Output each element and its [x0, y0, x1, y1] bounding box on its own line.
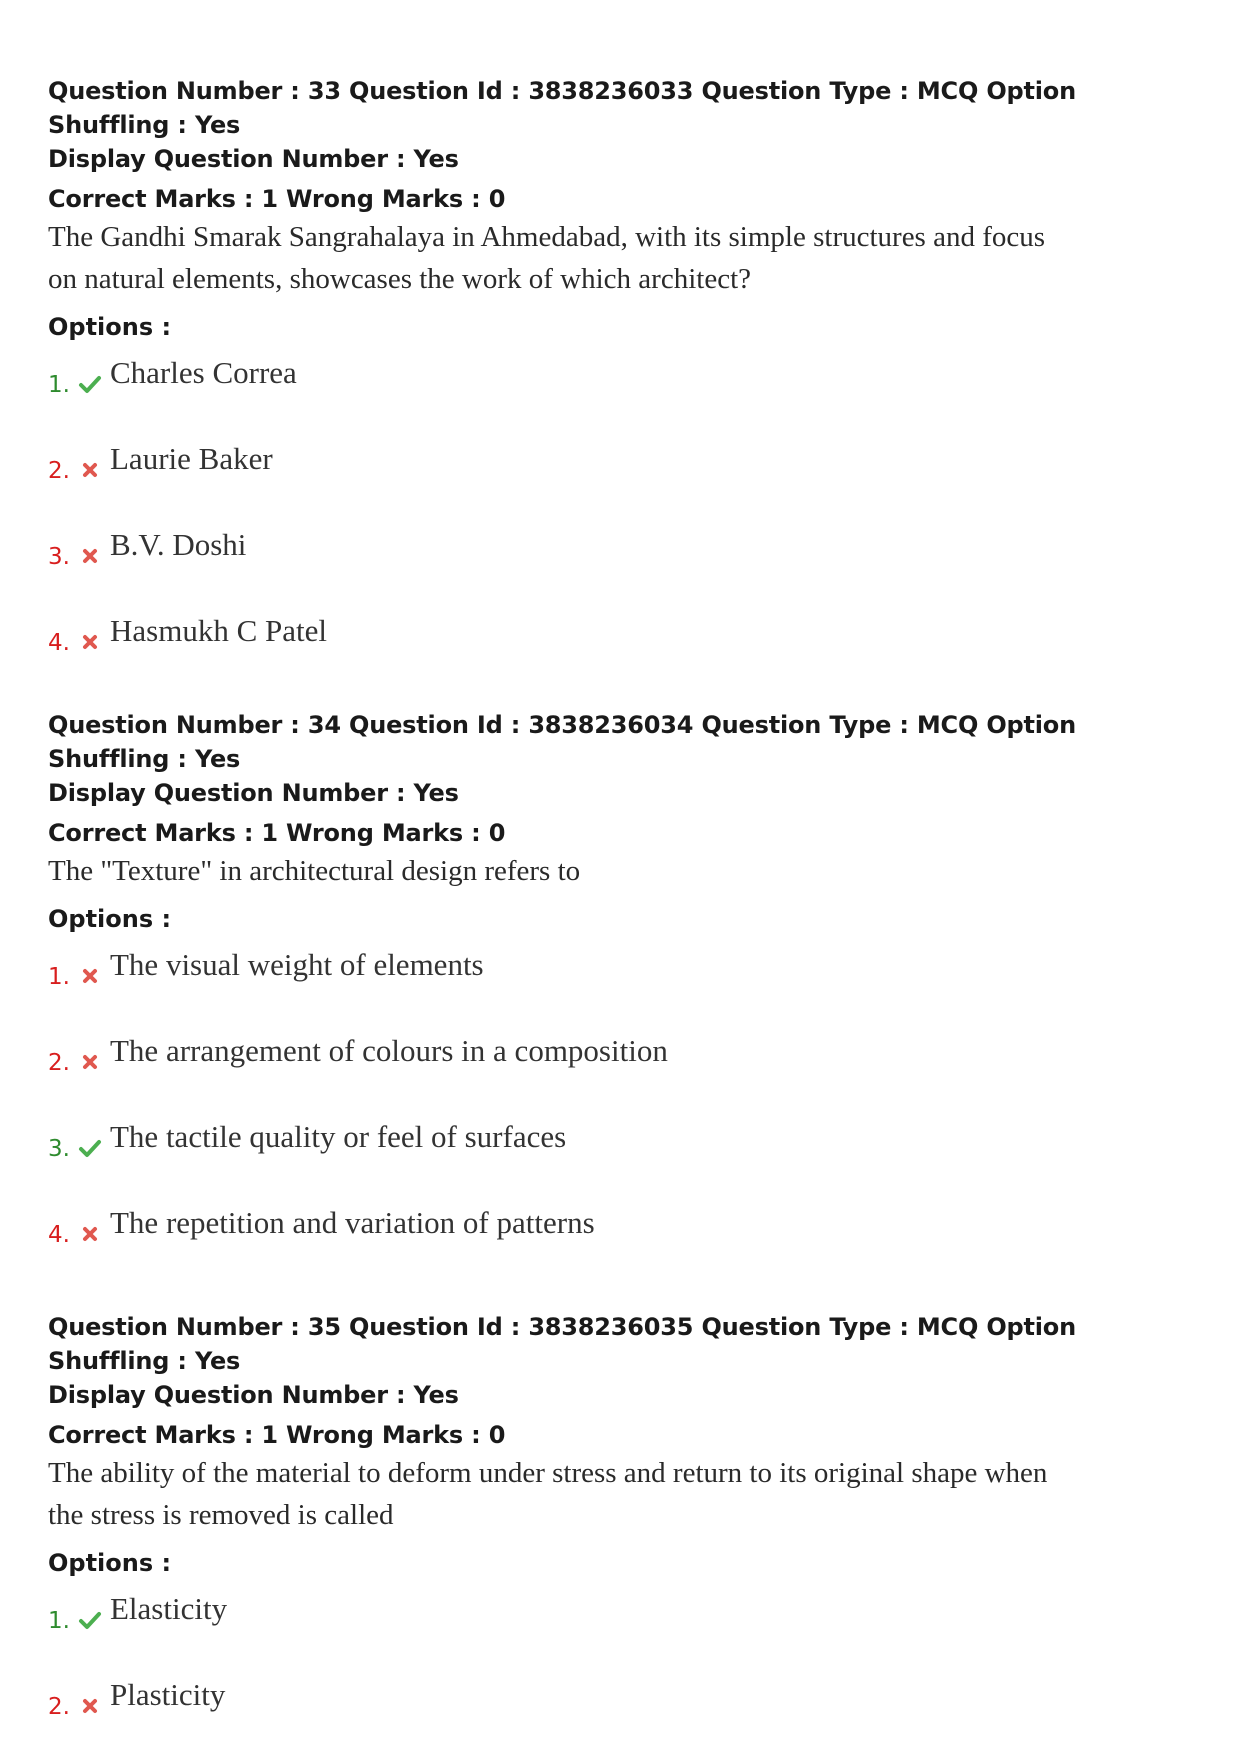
option-item [48, 1588, 1198, 1674]
options-label: Options : [48, 313, 172, 341]
option-item [48, 1116, 1198, 1202]
question-meta-line: Question Number : 34 Question Id : 3838236034 Question Type : MCQ Option Shuffling : Yes [48, 711, 1076, 773]
question-text [48, 850, 1198, 892]
option-item [48, 524, 1198, 610]
option-text: Elasticity [110, 1591, 228, 1626]
question-marks: Correct Marks : 1 Wrong Marks : 0 [48, 819, 506, 847]
option-item [48, 610, 1198, 696]
option-number: 3. [48, 544, 70, 570]
option-item [48, 1202, 1198, 1288]
cross-icon [78, 1694, 102, 1718]
options-list [48, 352, 1198, 696]
question-meta-line: Question Number : 35 Question Id : 3838236035 Question Type : MCQ Option Shuffling : Yes [48, 1313, 1076, 1375]
display-question-number-line: Display Question Number : Yes [48, 145, 459, 173]
option-number: 1. [48, 964, 70, 990]
cross-icon [78, 544, 102, 568]
option-item [48, 1674, 1198, 1760]
option-text: The tactile quality or feel of surfaces [110, 1119, 567, 1154]
question-header [48, 708, 1198, 810]
option-item [48, 1030, 1198, 1116]
question-text-line: The ability of the material to deform under stress and return to its original shape when [48, 1457, 1048, 1489]
check-icon [78, 1608, 102, 1632]
cross-icon [78, 1222, 102, 1246]
options-list [48, 1588, 1198, 1760]
options-label: Options : [48, 905, 172, 933]
option-item [48, 944, 1198, 1030]
option-number: 1. [48, 372, 70, 398]
cross-icon [78, 1050, 102, 1074]
option-item [48, 438, 1198, 524]
cross-icon [78, 458, 102, 482]
option-text: Hasmukh C Patel [110, 613, 327, 648]
option-number: 4. [48, 1222, 70, 1248]
cross-icon [78, 630, 102, 654]
question-block-33 [48, 74, 1198, 696]
question-marks: Correct Marks : 1 Wrong Marks : 0 [48, 185, 506, 213]
question-text [48, 216, 1198, 300]
option-number: 2. [48, 1694, 70, 1720]
option-number: 3. [48, 1136, 70, 1162]
option-text: Charles Correa [110, 355, 297, 390]
option-text: Plasticity [110, 1677, 226, 1712]
cross-icon [78, 964, 102, 988]
options-list [48, 944, 1198, 1288]
question-text-line: The "Texture" in architectural design refers to [48, 855, 581, 887]
question-text-line: The Gandhi Smarak Sangrahalaya in Ahmedabad, with its simple structures and focus [48, 221, 1046, 253]
check-icon [78, 1136, 102, 1160]
option-text: Laurie Baker [110, 441, 273, 476]
option-text: The visual weight of elements [110, 947, 484, 982]
option-number: 2. [48, 1050, 70, 1076]
display-question-number-line: Display Question Number : Yes [48, 1381, 459, 1409]
question-marks: Correct Marks : 1 Wrong Marks : 0 [48, 1421, 506, 1449]
question-header [48, 1310, 1198, 1412]
question-text-line: the stress is removed is called [48, 1499, 394, 1531]
question-block-35 [48, 1310, 1198, 1760]
option-number: 1. [48, 1608, 70, 1634]
option-text: The repetition and variation of patterns [110, 1205, 595, 1240]
display-question-number-line: Display Question Number : Yes [48, 779, 459, 807]
question-block-34 [48, 708, 1198, 1288]
question-header [48, 74, 1198, 176]
question-text [48, 1452, 1198, 1536]
option-item [48, 352, 1198, 438]
option-number: 2. [48, 458, 70, 484]
question-meta-line: Question Number : 33 Question Id : 3838236033 Question Type : MCQ Option Shuffling : Yes [48, 77, 1076, 139]
option-text: The arrangement of colours in a composition [110, 1033, 668, 1068]
question-text-line: on natural elements, showcases the work of which architect? [48, 263, 751, 295]
option-text: B.V. Doshi [110, 527, 247, 562]
options-label: Options : [48, 1549, 172, 1577]
check-icon [78, 372, 102, 396]
option-number: 4. [48, 630, 70, 656]
